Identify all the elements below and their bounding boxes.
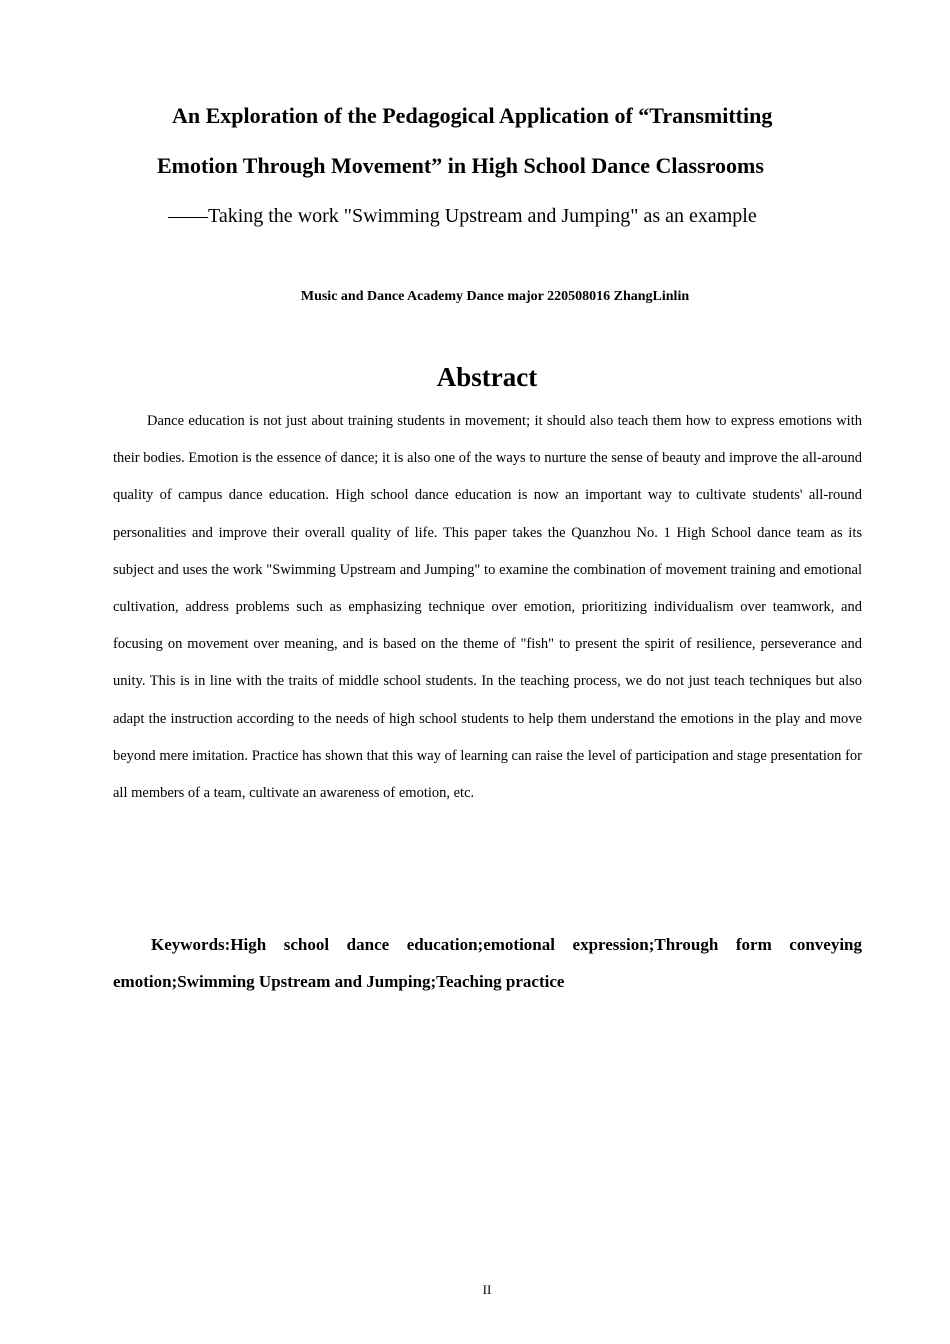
title-line-2: Emotion Through Movement” in High School Dance Classrooms — [157, 153, 764, 178]
title-line-1: An Exploration of the Pedagogical Application of “Transmitting — [172, 103, 773, 128]
abstract-body: Dance education is not just about training students in movement; it should also teach them how to express emotions with their bodies. Emotion is the essence of dance; it is also one of the ways to nurture the sense of beauty and improve the all-around quality of campus dance education. High school dance education is now an important way to cultivate students' all-round personalities and improve their overall quality of life. This paper takes the Quanzhou No. 1 High School dance team as its subject and uses the work "Swimming Upstream and Jumping" to examine the combination of movement training and emotional cultivation, address problems such as emphasizing technique over emotion, prioritizing individualism over teamwork, and focusing on movement over meaning, and is based on the theme of "fish" to present the spirit of resilience, perseverance and unity. This is in line with the traits of middle school students. In the teaching process, we do not just teach techniques but also adapt the instruction according to the needs of high school students to help them understand the emotions in the play and move beyond mere imitation. Practice has shown that this way of learning can raise the level of participation and stage presentation for all members of a team, cultivate an awareness of emotion, etc. — [113, 413, 862, 802]
keywords: Keywords:High school dance education;emotional expression;Through form conveying emotion;Swimming Upstream and Jumping;Teaching practice — [113, 935, 862, 991]
author-line: Music and Dance Academy Dance major 220508016 ZhangLinlin — [300, 289, 690, 304]
abstract-heading: Abstract — [436, 362, 538, 392]
page-number: II — [482, 1282, 492, 1297]
subtitle: ——Taking the work "Swimming Upstream and Jumping" as an example — [168, 205, 757, 227]
